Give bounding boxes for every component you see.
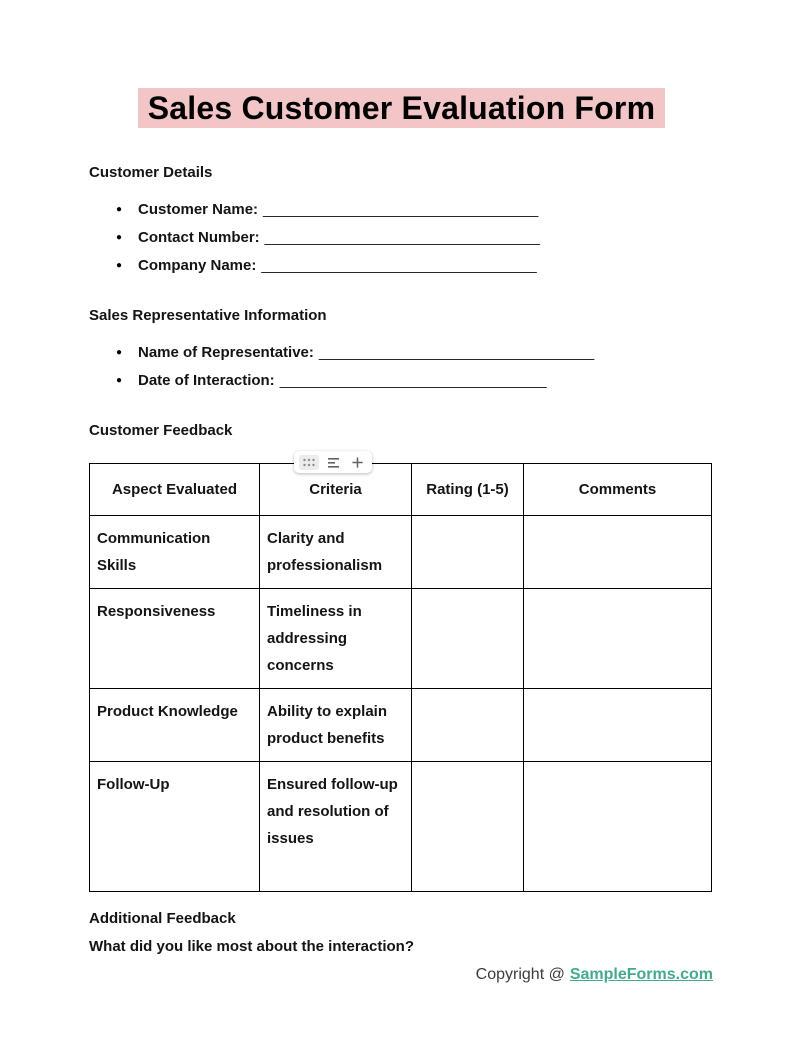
table-row — [90, 689, 712, 762]
feedback-table-wrap — [89, 463, 711, 892]
col-header-rating: Rating (1-5) — [412, 464, 524, 516]
add-icon[interactable] — [348, 454, 367, 471]
aspect-cell: Follow-Up — [90, 762, 260, 892]
fill-in-blank[interactable]: _________________________________ — [264, 229, 540, 246]
footer — [476, 966, 713, 984]
comments-cell[interactable] — [524, 589, 712, 689]
field-label: Company Name: — [138, 257, 257, 274]
comments-cell[interactable] — [524, 762, 712, 892]
field-label: Name of Representative: — [138, 344, 314, 361]
criteria-cell: Timeliness in addressing concerns — [260, 589, 412, 689]
rating-cell[interactable] — [412, 589, 524, 689]
customer-details-list — [89, 196, 711, 280]
heading-additional-feedback: Additional Feedback — [89, 910, 236, 927]
fill-in-blank[interactable]: _________________________________ — [318, 344, 595, 361]
drag-handle-icon[interactable] — [299, 455, 319, 470]
criteria-cell: Clarity and professionalism — [260, 516, 412, 589]
bullet-icon: ● — [116, 204, 123, 215]
heading-rep-info: Sales Representative Information — [89, 307, 327, 324]
field-interaction-date — [89, 367, 711, 395]
comments-cell[interactable] — [524, 516, 712, 589]
bullet-icon: ● — [116, 232, 123, 243]
table-options-icon[interactable] — [324, 454, 343, 471]
additional-feedback-question: What did you like most about the interaction? — [89, 938, 415, 955]
fill-in-blank[interactable]: _________________________________ — [263, 201, 539, 218]
aspect-cell: Responsiveness — [90, 589, 260, 689]
col-header-comments: Comments — [524, 464, 712, 516]
field-label: Date of Interaction: — [138, 372, 275, 389]
field-company-name — [89, 252, 711, 280]
col-header-criteria: Criteria — [260, 464, 412, 516]
col-header-aspect: Aspect Evaluated — [90, 464, 260, 516]
bullet-icon: ● — [116, 347, 123, 358]
page-title: Sales Customer Evaluation Form — [138, 88, 665, 128]
bullet-icon: ● — [116, 260, 123, 271]
rating-cell[interactable] — [412, 762, 524, 892]
table-header-row — [90, 464, 712, 516]
rating-cell[interactable] — [412, 516, 524, 589]
rep-info-list — [89, 339, 711, 395]
comments-cell[interactable] — [524, 689, 712, 762]
field-customer-name — [89, 196, 711, 224]
criteria-cell: Ensured follow-up and resolution of issues — [260, 762, 412, 892]
field-label: Customer Name: — [138, 201, 259, 218]
title-wrap — [0, 0, 803, 128]
field-label: Contact Number: — [138, 229, 260, 246]
table-row — [90, 516, 712, 589]
heading-customer-details: Customer Details — [89, 164, 213, 181]
document-content — [89, 164, 711, 956]
table-row — [90, 589, 712, 689]
table-toolbar — [294, 451, 372, 473]
fill-in-blank[interactable]: _________________________________ — [261, 257, 537, 274]
evaluation-table — [89, 463, 712, 892]
aspect-cell: Communication Skills — [90, 516, 260, 589]
field-contact-number — [89, 224, 711, 252]
sampleforms-link[interactable]: SampleForms.com — [569, 966, 713, 983]
fill-in-blank[interactable]: ________________________________ — [279, 372, 547, 389]
copyright-text: Copyright @ — [475, 966, 565, 983]
table-row — [90, 762, 712, 892]
heading-customer-feedback: Customer Feedback — [89, 422, 233, 439]
bullet-icon: ● — [116, 375, 123, 386]
rating-cell[interactable] — [412, 689, 524, 762]
criteria-cell: Ability to explain product benefits — [260, 689, 412, 762]
aspect-cell: Product Knowledge — [90, 689, 260, 762]
field-rep-name — [89, 339, 711, 367]
